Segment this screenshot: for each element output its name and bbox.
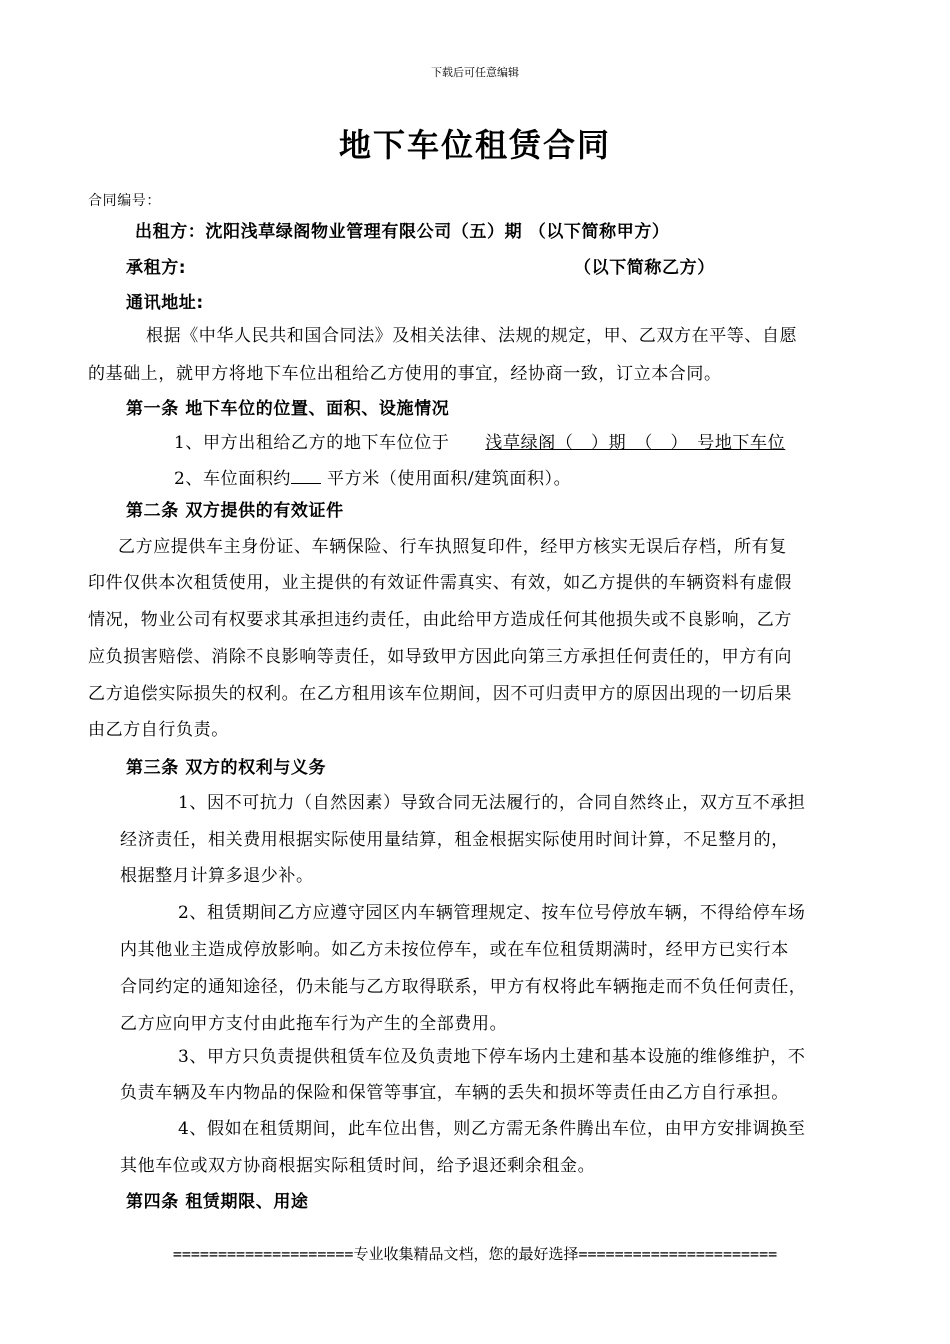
article3-line-4: 2、租赁期间乙方应遵守园区内车辆管理规定、按车位号停放车辆，不得给停车场 — [178, 903, 806, 923]
article4-heading: 第四条 租赁期限、用途 — [126, 1192, 309, 1212]
article2-line-1: 乙方应提供车主身份证、车辆保险、行车执照复印件，经甲方核实无误后存档，所有复 — [118, 537, 787, 557]
parking-location-field: 浅草绿阁（ ）期 （ ） 号地下车位 — [485, 433, 786, 453]
article1-item1 — [174, 432, 793, 454]
lessee-alias: （以下简称乙方） — [574, 258, 715, 278]
article3-line-2: 经济责任，相关费用根据实际使用量结算，租金根据实际使用时间计算，不足整月的， — [120, 830, 789, 850]
article3-line-6: 合同约定的通知途径，仍未能与乙方取得联系，甲方有权将此车辆拖走而不负任何责任， — [120, 977, 807, 997]
article3-line-1: 1、因不可抗力（自然因素）导致合同无法履行的，合同自然终止，双方互不承担 — [178, 793, 806, 813]
page-footer: ====================专业收集精品文档，您的最好选择====================== — [172, 1245, 778, 1263]
article3-line-10: 4、假如在租赁期间，此车位出售，则乙方需无条件腾出车位，由甲方安排调换至 — [178, 1119, 806, 1139]
article3-line-7: 乙方应向甲方支付由此拖车行为产生的全部费用。 — [120, 1014, 508, 1034]
address-label: 通讯地址: — [126, 293, 204, 313]
intro-line-2: 的基础上，就甲方将地下车位出租给乙方使用的事宜，经协商一致，订立本合同。 — [88, 364, 722, 384]
article3-line-5: 内其他业主造成停放影响。如乙方未按位停车，或在车位租赁期满时，经甲方已实行本 — [120, 940, 789, 960]
article1-item2 — [174, 466, 571, 490]
page-header: 下载后可任意编辑 — [431, 66, 519, 79]
lessee-label: 承租方: — [126, 258, 187, 278]
lessor-line: 出租方：沈阳浅草绿阁物业管理有限公司（五）期 （以下简称甲方） — [135, 222, 670, 242]
article3-line-9: 负责车辆及车内物品的保险和保管等事宜，车辆的丢失和损坏等责任由乙方自行承担。 — [120, 1083, 789, 1103]
article2-line-2: 印件仅供本次租赁使用，业主提供的有效证件需真实、有效，如乙方提供的车辆资料有虚假 — [88, 573, 792, 593]
article2-line-5: 乙方追偿实际损失的权利。在乙方租用该车位期间，因不可归责甲方的原因出现的一切后果 — [88, 684, 792, 704]
article3-line-3: 根据整月计算多退少补。 — [120, 866, 314, 886]
article2-line-3: 情况，物业公司有权要求其承担违约责任，由此给甲方造成任何其他损失或不良影响，乙方 — [88, 610, 792, 630]
article1-item1-prefix: 1、甲方出租给乙方的地下车位位于 — [174, 433, 450, 453]
article3-line-8: 3、甲方只负责提供租赁车位及负责地下停车场内土建和基本设施的维修维护，不 — [178, 1047, 806, 1067]
article1-heading: 第一条 地下车位的位置、面积、设施情况 — [126, 399, 450, 419]
contract-number-label: 合同编号： — [88, 193, 161, 209]
article2-heading: 第二条 双方提供的有效证件 — [126, 501, 344, 521]
area-blank — [291, 466, 321, 484]
intro-line-1: 根据《中华人民共和国合同法》及相关法律、法规的规定，甲、乙双方在平等、自愿 — [146, 326, 798, 346]
article2-line-4: 应负损害赔偿、消除不良影响等责任，如导致甲方因此向第三方承担任何责任的，甲方有向 — [88, 647, 792, 667]
article1-item2-suffix: 平方米（使用面积/建筑面积）。 — [321, 469, 572, 489]
article2-line-6: 由乙方自行负责。 — [88, 720, 229, 740]
document-title: 地下车位租赁合同 — [338, 126, 611, 164]
article3-heading: 第三条 双方的权利与义务 — [126, 758, 327, 778]
article1-item2-prefix: 2、车位面积约 — [174, 469, 292, 489]
article3-line-11: 其他车位或双方协商根据实际租赁时间，给予退还剩余租金。 — [120, 1156, 596, 1176]
